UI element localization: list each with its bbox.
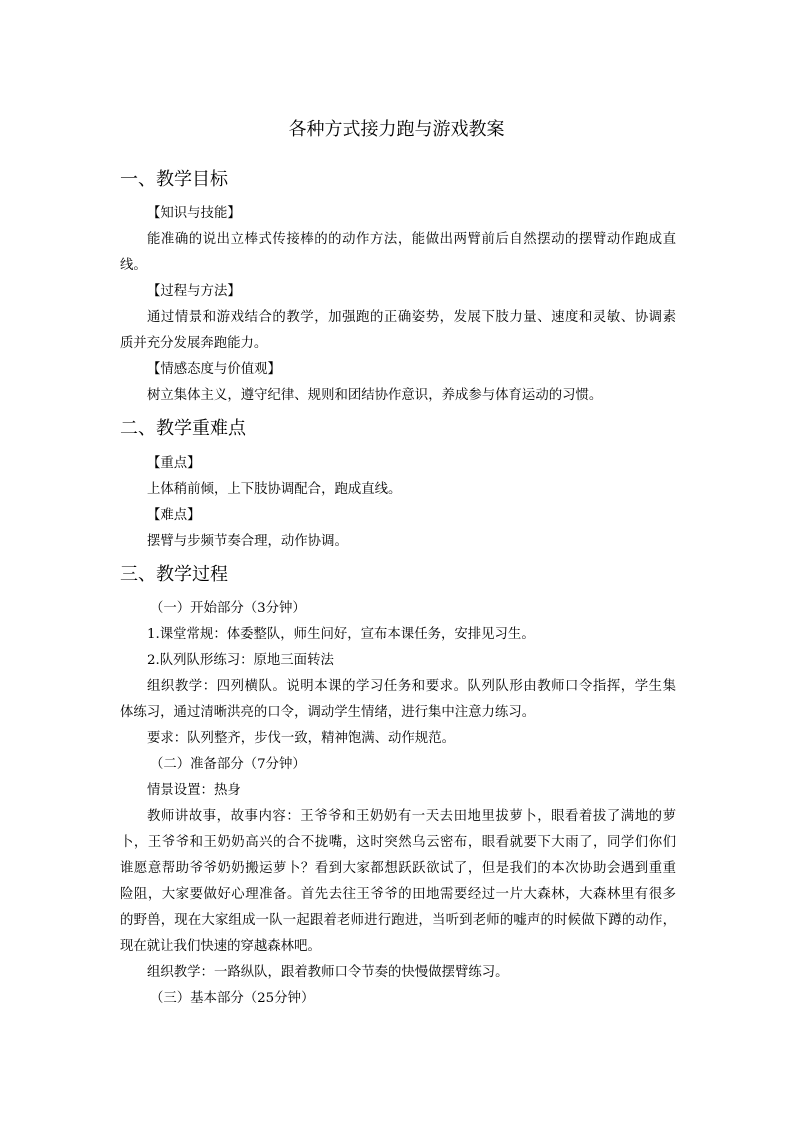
- paragraph-line: 谁愿意帮助爷爷奶奶搬运萝卜？看到大家都想跃跃欲试了，但是我们的本次协助会遇到重重: [120, 861, 676, 876]
- paragraph-line: 1.课堂常规：体委整队，师生问好，宣布本课任务，安排见习生。: [147, 627, 535, 642]
- paragraph-line: 质并充分发展奔跑能力。: [120, 336, 268, 351]
- paragraph-line: 摆臂与步频节奏合理，动作协调。: [147, 534, 348, 549]
- paragraph-line: 组织教学：一路纵队，跟着教师口令节奏的快慢做摆臂练习。: [147, 965, 509, 980]
- paragraph-line: 线。: [120, 258, 147, 273]
- subsection-warmup: （二）准备部分（7分钟）: [150, 757, 306, 772]
- paragraph-line: 要求：队列整齐，步伐一致，精神饱满、动作规范。: [147, 731, 455, 746]
- paragraph-line: 组织教学：四列横队。说明本课的学习任务和要求。队列队形由教师口令指挥，学生集: [147, 679, 676, 694]
- paragraph-line: 能准确的说出立棒式传接棒的的动作方法，能做出两臂前后自然摆动的摆臂动作跑成直: [147, 232, 676, 247]
- label-emotion-values: 【情感态度与价值观】: [147, 362, 281, 377]
- paragraph-line: 卜，王爷爷和王奶奶高兴的合不拢嘴，这时突然乌云密布，眼看就要下大雨了，同学们你们: [120, 835, 676, 850]
- paragraph-line: 教师讲故事，故事内容：王爷爷和王奶奶有一天去田地里拔萝卜，眼看着拔了满地的萝: [147, 809, 676, 824]
- paragraph-line: 险阻，大家要做好心理准备。首先去往王爷爷的田地需要经过一片大森林，大森林里有很多: [120, 887, 676, 902]
- paragraph-line: 现在就让我们快速的穿越森林吧。: [120, 939, 321, 954]
- paragraph-line: 上体稍前倾，上下肢协调配合，跑成直线。: [147, 482, 402, 497]
- paragraph-line: 的野兽，现在大家组成一队一起跟着老师进行跑进，当听到老师的嘘声的时候做下蹲的动作，: [120, 913, 676, 928]
- label-key-point: 【重点】: [147, 456, 201, 471]
- label-process-methods: 【过程与方法】: [147, 284, 241, 299]
- paragraph-line: 体练习，通过清晰洪亮的口令，调动学生情绪，进行集中注意力练习。: [120, 705, 536, 720]
- section-heading-objectives: 一、教学目标: [120, 169, 228, 190]
- section-heading-process: 三、教学过程: [120, 564, 228, 585]
- subsection-main: （三）基本部分（25分钟）: [150, 991, 315, 1006]
- paragraph-line: 2.队列队形练习：原地三面转法: [147, 653, 334, 668]
- section-heading-key-points: 二、教学重难点: [120, 418, 246, 439]
- label-difficulty: 【难点】: [147, 508, 201, 523]
- label-knowledge-skills: 【知识与技能】: [147, 206, 241, 221]
- document-title: 各种方式接力跑与游戏教案: [288, 119, 505, 140]
- paragraph-line: 情景设置：热身: [147, 783, 241, 798]
- subsection-start: （一）开始部分（3分钟）: [150, 601, 306, 616]
- paragraph-line: 通过情景和游戏结合的教学，加强跑的正确姿势，发展下肢力量、速度和灵敏、协调素: [147, 310, 676, 325]
- paragraph-line: 树立集体主义，遵守纪律、规则和团结协作意识，养成参与体育运动的习惯。: [147, 388, 603, 403]
